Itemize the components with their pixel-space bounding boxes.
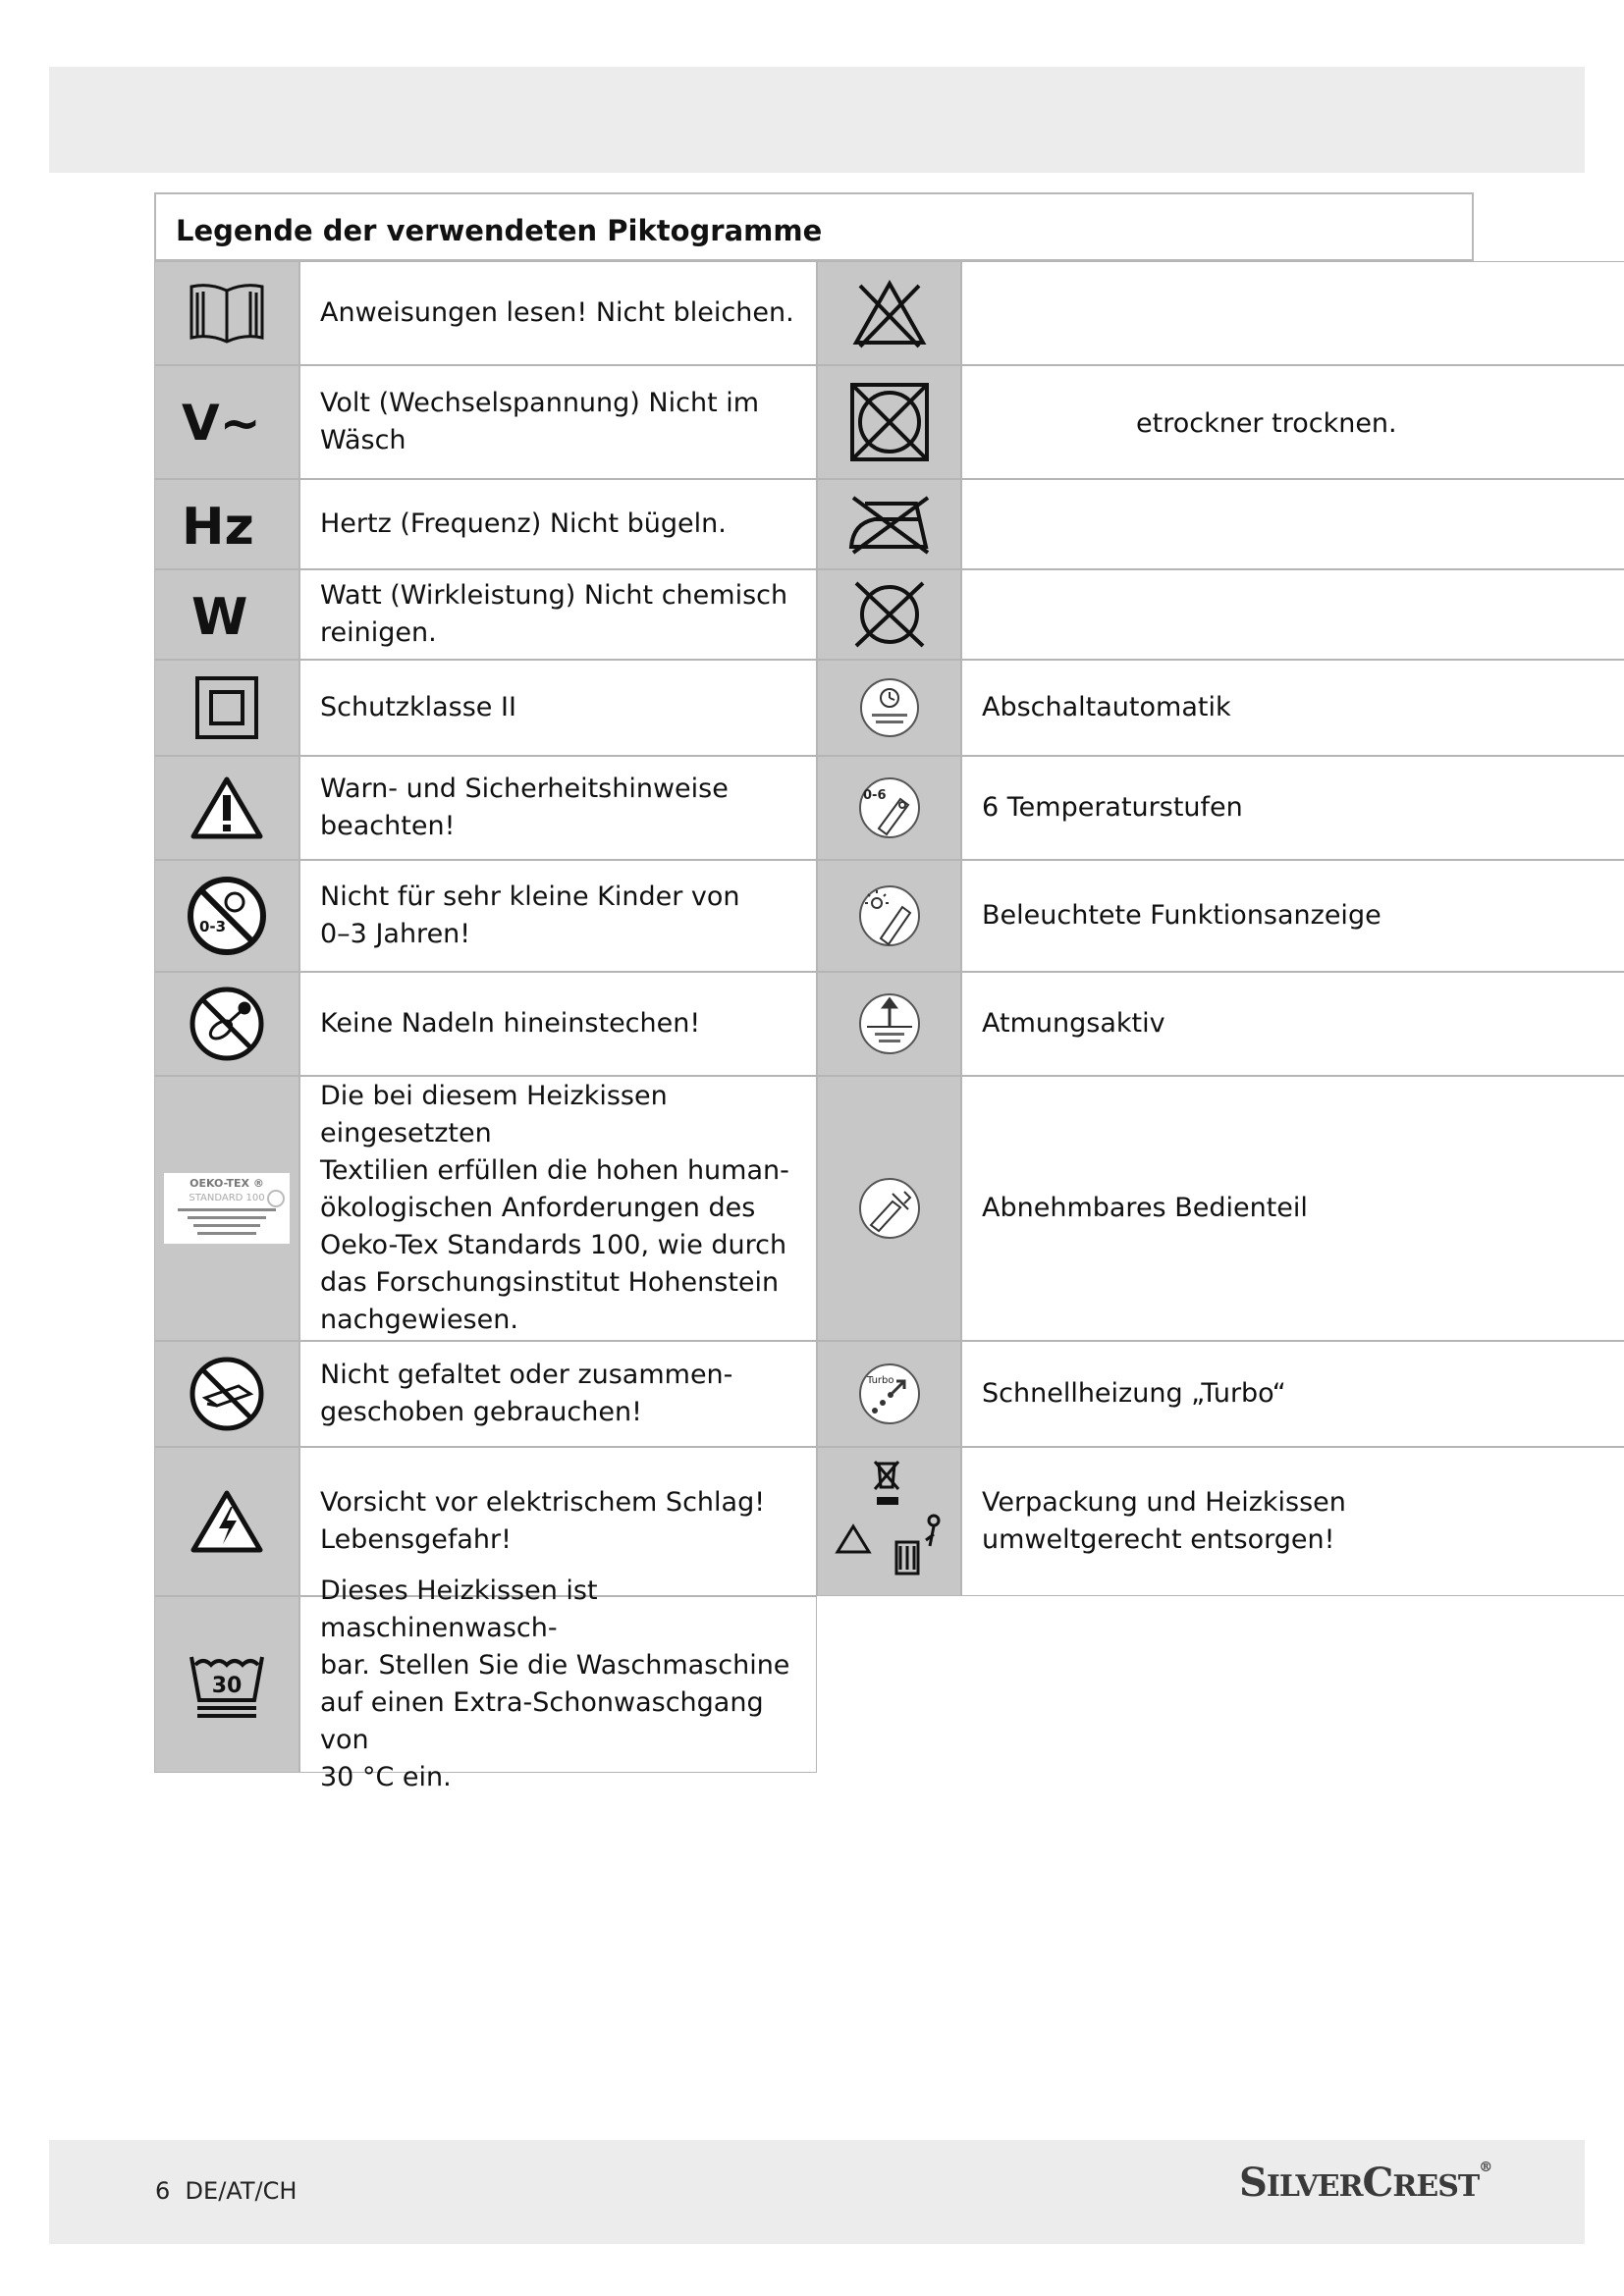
legend-row-text — [961, 569, 1624, 660]
legend-row — [154, 1076, 1476, 1341]
no-folding-icon — [154, 1341, 299, 1447]
legend-row — [154, 261, 1476, 365]
legend-row-text: Hertz (Frequenz) Nicht bügeln. — [299, 479, 817, 569]
legend-row-text: Atmungsaktiv — [961, 972, 1624, 1076]
electric-shock-icon — [154, 1447, 299, 1596]
age-icon-label: 0-3 — [199, 918, 227, 935]
breathable-icon — [817, 972, 961, 1076]
legend-row-text: Verpackung und Heizkissen umweltgerecht entsorgen! — [961, 1447, 1624, 1596]
turbo-heating-icon — [817, 1341, 961, 1447]
legend-row-text: 6 Temperaturstufen — [961, 756, 1624, 860]
oeko-tex-standard: STANDARD 100 — [189, 1193, 265, 1203]
watt-icon — [154, 569, 299, 660]
page-number — [155, 2177, 297, 2205]
volt-icon-label: V~ — [182, 395, 261, 452]
wash-temp-label: 30 — [211, 1674, 243, 1698]
legend-title-cell — [154, 192, 1474, 261]
legend-row-text: Schnellheizung „Turbo“ — [961, 1341, 1624, 1447]
legend-row-text: Nicht gefaltet oder zusammen- geschoben gebrauchen! — [299, 1341, 817, 1447]
header-band — [49, 67, 1585, 173]
logo-s: S — [1239, 2160, 1267, 2206]
disposal-recycle-icon — [817, 1447, 961, 1596]
temperature-icon-label: 0-6 — [862, 788, 886, 803]
no-dry-clean-icon — [817, 569, 961, 660]
legend-row-text: Die bei diesem Heizkissen eingesetzten Textilien erfüllen die hohen human- ökologischen Anforderungen des Oeko-Tex Standards 100, wie durch das Forschungsinstitut Hohenstein nachgewiesen. — [299, 1076, 817, 1341]
legend-row-text: maschinenwasch- bar. Stellen Sie die Waschmaschine auf einen Extra-Schonwaschgang von 30 °C ein. — [299, 1596, 817, 1773]
logo-c: C — [1362, 2160, 1393, 2206]
legend-row-text: Abschaltautomatik — [961, 660, 1624, 756]
legend-row-text: Schutzklasse II — [299, 660, 817, 756]
legend-row — [154, 756, 1476, 860]
oeko-tex-label-icon — [154, 1076, 299, 1341]
book-icon — [154, 261, 299, 365]
legend-row — [154, 860, 1476, 972]
legend-row — [154, 569, 1476, 660]
temperature-levels-icon — [817, 756, 961, 860]
legend-row-text: Keine Nadeln hineinstechen! — [299, 972, 817, 1076]
hertz-icon-label: Hz — [182, 498, 254, 557]
illuminated-display-icon — [817, 860, 961, 972]
volt-icon — [154, 365, 299, 479]
legend-row — [154, 972, 1476, 1076]
legend-row — [154, 479, 1476, 569]
silvercrest-logo — [1239, 2160, 1491, 2206]
turbo-icon-label: Turbo — [866, 1375, 894, 1386]
legend-row-text: Warn- und Sicherheitshinweise beachten! — [299, 756, 817, 860]
hertz-icon — [154, 479, 299, 569]
warning-icon — [154, 756, 299, 860]
legend-row — [154, 660, 1476, 756]
legend-row-text: Vorsicht vor elektrischem Schlag! Lebensgefahr! — [299, 1447, 817, 1596]
legend-title: Legende der verwendeten Piktogramme — [176, 214, 823, 247]
watt-icon-label: W — [191, 588, 248, 647]
no-small-children-icon — [154, 860, 299, 972]
no-iron-icon — [817, 479, 961, 569]
logo-reg: ® — [1479, 2160, 1492, 2175]
no-needles-icon — [154, 972, 299, 1076]
no-tumble-dry-icon — [817, 365, 961, 479]
auto-shutoff-icon — [817, 660, 961, 756]
legend-row-text: Beleuchtete Funktionsanzeige — [961, 860, 1624, 972]
legend-row-text: Nicht für sehr kleine Kinder von 0–3 Jahren! — [299, 860, 817, 972]
legend-row — [154, 1341, 1476, 1447]
legend-row-text: Volt (Wechselspannung) Nicht im Wäsch — [299, 365, 817, 479]
page-num: 6 — [155, 2177, 171, 2205]
page-lang: DE/AT/CH — [185, 2177, 298, 2205]
legend-row-text — [961, 479, 1624, 569]
machine-wash-30-icon — [154, 1596, 299, 1773]
legend-row-text — [961, 261, 1624, 365]
legend-row — [154, 1596, 1476, 1792]
footer — [49, 2140, 1585, 2244]
logo-ilver: ILVER — [1266, 2169, 1363, 2204]
protection-class-icon — [154, 660, 299, 756]
legend-row-text: Anweisungen lesen! Nicht bleichen. — [299, 261, 817, 365]
overlay-text: etrockner trocknen. — [1136, 408, 1397, 439]
legend-row-text: Abnehmbares Bedienteil — [961, 1076, 1624, 1341]
removable-control-icon — [817, 1076, 961, 1341]
logo-rest: REST — [1392, 2169, 1480, 2204]
oeko-tex-brand: OEKO-TEX ® — [189, 1177, 264, 1190]
no-bleach-icon — [817, 261, 961, 365]
legend-row-text: Watt (Wirkleistung) Nicht chemisch reinigen. — [299, 569, 817, 660]
